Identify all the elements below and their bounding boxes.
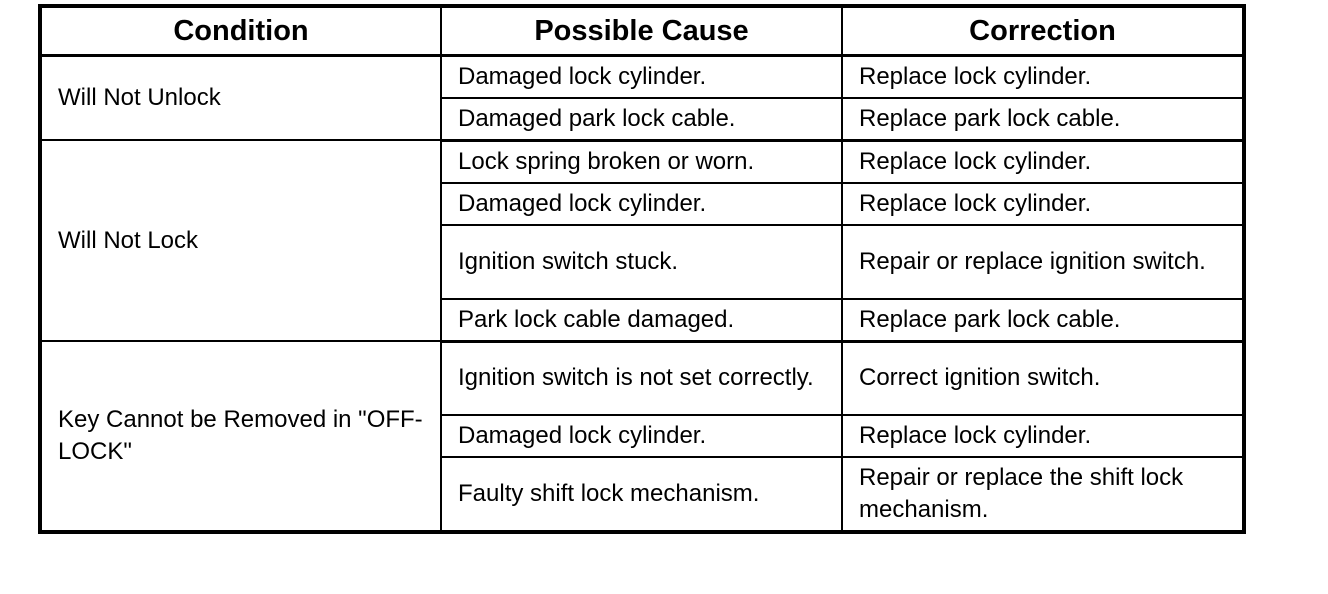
condition-cell: Key Cannot be Removed in "OFF-LOCK": [40, 341, 441, 532]
correction-cell: Replace lock cylinder.: [842, 183, 1244, 225]
diagnosis-table: [38, 4, 1246, 534]
table-row: [40, 341, 1244, 415]
header-condition: Condition: [40, 6, 441, 55]
header-possible-cause: Possible Cause: [441, 6, 842, 55]
condition-cell: Will Not Lock: [40, 140, 441, 341]
cause-cell: Lock spring broken or worn.: [441, 140, 842, 183]
correction-cell: Replace lock cylinder.: [842, 55, 1244, 98]
cause-cell: Faulty shift lock mechanism.: [441, 457, 842, 532]
cause-cell: Damaged lock cylinder.: [441, 55, 842, 98]
cause-cell: Damaged park lock cable.: [441, 98, 842, 141]
cause-cell: Damaged lock cylinder.: [441, 183, 842, 225]
cause-cell: Park lock cable damaged.: [441, 299, 842, 342]
correction-cell: Replace park lock cable.: [842, 98, 1244, 141]
condition-cell: Will Not Unlock: [40, 55, 441, 140]
cause-cell: Damaged lock cylinder.: [441, 415, 842, 457]
table-row: [40, 55, 1244, 98]
table-row: [40, 140, 1244, 183]
correction-cell: Repair or replace the shift lock mechanism.: [842, 457, 1244, 532]
cause-cell: Ignition switch is not set correctly.: [441, 341, 842, 415]
correction-cell: Replace lock cylinder.: [842, 140, 1244, 183]
correction-cell: Replace lock cylinder.: [842, 415, 1244, 457]
correction-cell: Correct ignition switch.: [842, 341, 1244, 415]
cause-cell: Ignition switch stuck.: [441, 225, 842, 299]
header-row: [40, 6, 1244, 55]
correction-cell: Repair or replace ignition switch.: [842, 225, 1244, 299]
correction-cell: Replace park lock cable.: [842, 299, 1244, 342]
header-correction: Correction: [842, 6, 1244, 55]
